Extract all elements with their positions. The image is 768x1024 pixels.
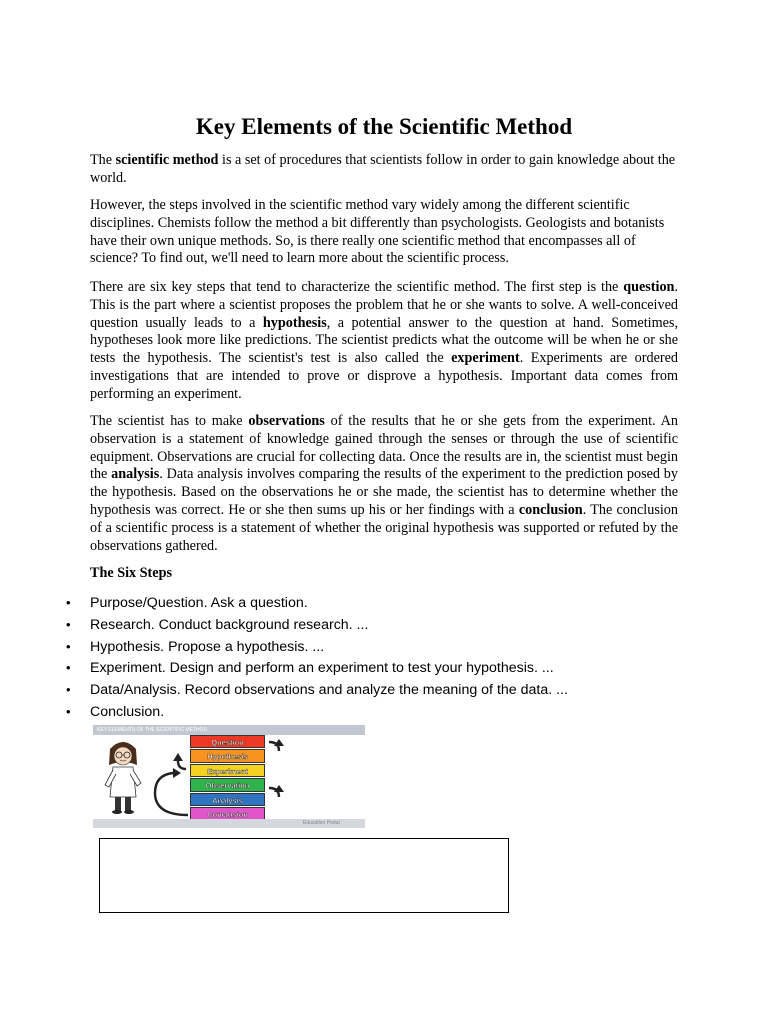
six-steps-list: [66, 594, 706, 725]
term-hypothesis: hypothesis: [262, 314, 327, 331]
step-box-hypothesis: Hypothesis: [190, 749, 265, 762]
term-scientific-method: scientific method: [115, 152, 219, 168]
scientific-method-figure: [93, 725, 365, 828]
step-box-conclusion: Conclusion: [190, 807, 265, 820]
bullet-icon: •: [66, 703, 71, 719]
bullet-icon: •: [66, 595, 71, 610]
term-question: question: [623, 279, 675, 295]
term-analysis: analysis: [111, 466, 160, 483]
document-title: Key Elements of the Scientific Method: [195, 114, 573, 139]
paragraph-disciplines: However, the steps involved in the scientific method vary widely among the different scientific disciplines. Chemists follow the method a bit differently than psychologists. Geologists and botanists have their own unique methods. So, is there really one scientific method that encompasses all of science? To find out, we'll need to learn more about the scientific process.: [90, 197, 665, 267]
list-item: • Purpose/Question. Ask a question.: [66, 595, 308, 611]
step-box-question: Question: [190, 735, 265, 748]
bullet-icon: •: [66, 660, 71, 676]
scientist-icon: [105, 742, 141, 814]
paragraph-intro: The scientific method is a set of procedures that scientists follow in order to gain knowledge about the world.: [90, 152, 676, 186]
step-box-analysis: Analysis: [190, 793, 265, 806]
six-steps-heading: The Six Steps: [90, 565, 172, 581]
method-steps-stack: [190, 735, 265, 821]
list-item: • Conclusion.: [66, 703, 165, 720]
term-conclusion: conclusion: [518, 501, 583, 518]
list-item: • Research. Conduct background research. ...: [66, 616, 369, 633]
list-item: • Hypothesis. Propose a hypothesis. ...: [66, 638, 325, 655]
list-item: • Data/Analysis. Record observations and analyze the meaning of the data. ...: [66, 682, 568, 699]
figure-watermark: Education Portal: [303, 820, 340, 826]
term-observations: observations: [248, 413, 325, 429]
bullet-icon: •: [66, 616, 71, 632]
step-box-experiment: Experiment: [190, 764, 265, 777]
figure-header: KEY ELEMENTS OF THE SCIENTIFIC METHOD: [93, 725, 365, 735]
term-experiment: experiment: [451, 350, 520, 367]
step-box-observation: Observation: [190, 778, 265, 791]
paragraph-observations: The scientist has to make observations of the results that he or she gets from the experiment. An observation is a statement of knowledge gained through the senses or through the use of scientific equipment. Observations are crucial for collecting data. Once the results are in, the scientist must begin the analysis. Data analysis involves comparing the results of the experiment to the prediction posed by the hypothesis. Based on the observations he or she made, the scientist has to determine whether the hypothesis was correct. He or she then sums up his or her findings with a conclusion. The conclusion of a scientific process is a statement of whether the original hypothesis was supported or refuted by the observations gathered.: [90, 413, 678, 554]
empty-text-box: [99, 838, 509, 913]
paragraph-key-steps: There are six key steps that tend to characterize the scientific method. The first step is the question. This is the part where a scientist proposes the problem that he or she wants to solve. A well-conceived question usually leads to a hypothesis, a potential answer to the question at hand. Sometimes, hypotheses look more like predictions. The scientist predicts what the outcome will be when he or she tests the hypothesis. The scientist's test is also called the experiment. Experiments are ordered investigations that are intended to prove or disprove a hypothesis. Important data comes from performing an experiment.: [90, 279, 679, 402]
list-item: • Experiment. Design and perform an experiment to test your hypothesis. ...: [66, 660, 554, 677]
bullet-icon: •: [66, 682, 71, 698]
bullet-icon: •: [66, 638, 71, 654]
